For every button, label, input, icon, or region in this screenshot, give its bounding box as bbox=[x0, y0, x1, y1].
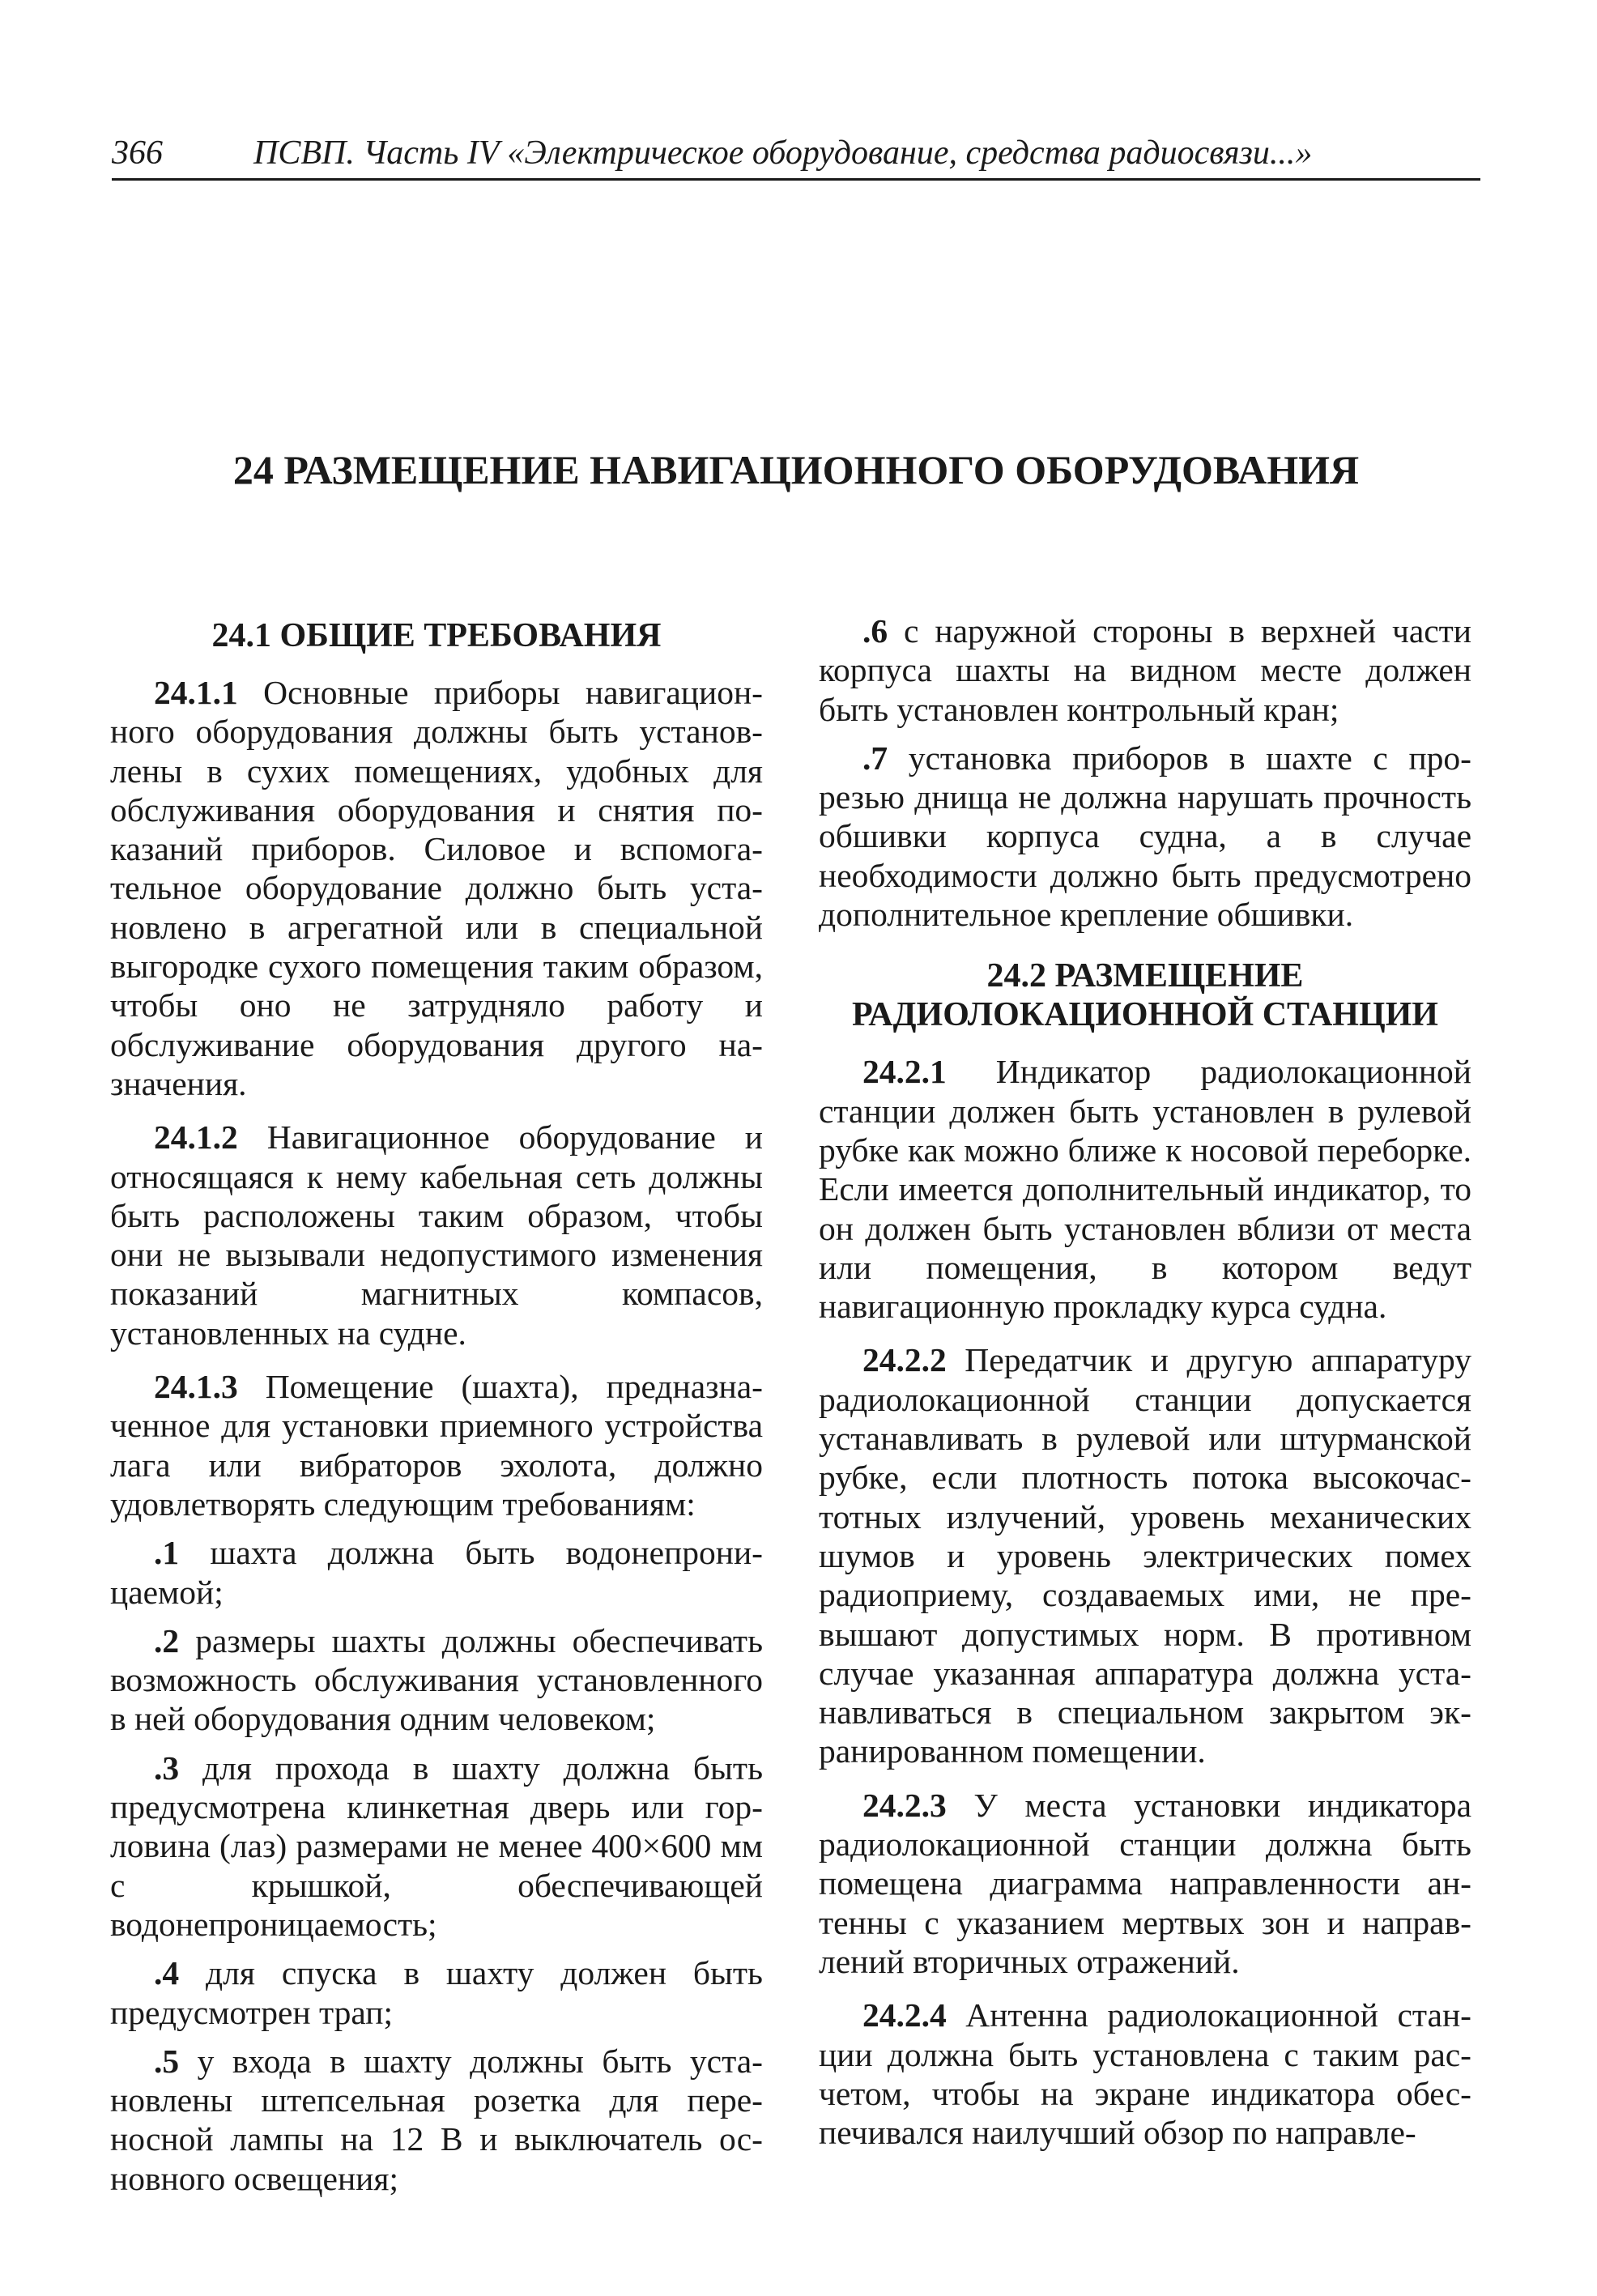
paragraph-text: Помещение (шахта), предназначенное для установки приемного устройства лага или вибраторов эхолота, должно удовлетворять следующим требованиям: bbox=[110, 1368, 763, 1523]
running-title: ПСВП. Часть IV «Электрическое оборудование, средства радиосвязи...» bbox=[253, 134, 1313, 172]
paragraph-text: Передатчик и другую аппаратуру радиолокационной станции допускается устанавливать в рулевой или штурманской рубке, если плотность потока высокочастотных излучений, уровень механических шумов и уровень электрических помех радиоприему, создаваемых ими, не превышают допустимых норм. В противном случае указанная аппаратура должна устанавливаться в специальном закрытом экранированном помещении. bbox=[819, 1341, 1471, 1770]
list-item-text: у входа в шахту должны быть установлены штепсельная розетка для переносной лампы на 12 В и выключатель основного освещения; bbox=[110, 2042, 763, 2197]
paragraph-text: Антенна радиолокационной станции должна быть установлена с таким расчетом, чтобы на экране индикатора обеспечивался наилучший обзор по направле- bbox=[819, 1996, 1471, 2152]
page-number: 366 bbox=[112, 134, 163, 172]
list-item-text: установка приборов в шахте с прорезью днища не должна нарушать прочность обшивки корпуса судна, а в случае необходимости должно быть предусмотрено дополнительное крепление обшивки. bbox=[819, 739, 1471, 934]
paragraph-text: Основные приборы навигационного оборудования должны быть установлены в сухих помещениях, удобных для обслуживания оборудования и снятия показаний приборов. Силовое и вспомогательное оборудование должно быть установлено в агрегатной или в специальной выгородке сухого помещения таким образом, чтобы оно не затрудняло работу и обслуживание оборудования другого назначения. bbox=[110, 674, 763, 1102]
page-header bbox=[112, 128, 1480, 181]
paragraph-24-2-4 bbox=[819, 1996, 1471, 2152]
paragraph-number: 24.2.4 bbox=[862, 1996, 947, 2034]
list-item-7 bbox=[819, 739, 1471, 934]
list-item-text: для прохода в шахту должна быть предусмотрена клинкетная дверь или горловина (лаз) размерами не менее 400×600 мм с крышкой, обеспечивающей водонепроницаемость; bbox=[110, 1749, 763, 1943]
left-column bbox=[110, 611, 763, 2208]
list-item-2 bbox=[110, 1621, 763, 1739]
paragraph-24-2-3 bbox=[819, 1786, 1471, 1981]
paragraph-24-2-2 bbox=[819, 1340, 1471, 1770]
paragraph-number: 24.1.3 bbox=[154, 1368, 238, 1406]
list-item-text: шахта должна быть водонепроницаемой; bbox=[110, 1534, 763, 1611]
chapter-title: 24 РАЗМЕЩЕНИЕ НАВИГАЦИОННОГО ОБОРУДОВАНИЯ bbox=[232, 447, 1360, 492]
paragraph-number: 24.2.1 bbox=[862, 1053, 947, 1091]
list-item-number: .1 bbox=[154, 1534, 180, 1572]
list-item-5 bbox=[110, 2042, 763, 2198]
section-heading-24-1: 24.1 ОБЩИЕ ТРЕБОВАНИЯ bbox=[211, 617, 662, 654]
list-item-number: .5 bbox=[154, 2042, 180, 2080]
paragraph-number: 24.2.3 bbox=[862, 1786, 947, 1824]
paragraph-24-1-1 bbox=[110, 673, 763, 1103]
right-column bbox=[819, 611, 1471, 2166]
list-item-number: .2 bbox=[154, 1621, 180, 1659]
paragraph-number: 24.1.1 bbox=[154, 674, 238, 711]
list-item-number: .7 bbox=[862, 739, 888, 777]
list-item-number: .3 bbox=[154, 1749, 180, 1787]
list-item-number: .6 bbox=[862, 612, 888, 650]
list-item-number: .4 bbox=[154, 1954, 180, 1992]
paragraph-text: У места установки индикатора радиолокационной станции должна быть помещена диаграмма направленности антенны с указанием мертвых зон и направлений вторичных отражений. bbox=[819, 1786, 1471, 1980]
list-item-text: с наружной стороны в верхней части корпуса шахты на видном месте должен быть установлен контрольный кран; bbox=[819, 612, 1471, 728]
paragraph-24-1-3 bbox=[110, 1367, 763, 1523]
paragraph-number: 24.2.2 bbox=[862, 1341, 947, 1379]
section-heading-line: РАДИОЛОКАЦИОННОЙ СТАНЦИИ bbox=[852, 996, 1438, 1034]
list-item-6 bbox=[819, 611, 1471, 729]
paragraph-24-1-2 bbox=[110, 1118, 763, 1352]
list-item-text: размеры шахты должны обеспечивать возможность обслуживания установленного в ней оборудования одним человеком; bbox=[110, 1621, 763, 1738]
list-item-4 bbox=[110, 1953, 763, 2032]
paragraph-number: 24.1.2 bbox=[154, 1118, 238, 1157]
section-heading-line: 24.2 РАЗМЕЩЕНИЕ bbox=[986, 957, 1304, 995]
list-item-3 bbox=[110, 1749, 763, 1944]
paragraph-text: Навигационное оборудование и относящаяся к нему кабельная сеть должны быть расположены таким образом, чтобы они не вызывали недопустимого изменения показаний магнитных компасов, установленных на судне. bbox=[110, 1118, 763, 1352]
paragraph-24-2-1 bbox=[819, 1052, 1471, 1326]
section-heading-24-2 bbox=[819, 956, 1471, 1034]
list-item-1 bbox=[110, 1533, 763, 1612]
list-item-text: для спуска в шахту должен быть предусмотрен трап; bbox=[110, 1954, 763, 2031]
paragraph-text: Индикатор радиолокационной станции должен быть установлен в рулевой рубке как можно ближе к носовой переборке. Если имеется дополнительный индикатор, то он должен быть установлен вблизи от места или помещения, в котором ведут навигационную прокладку курса судна. bbox=[819, 1053, 1471, 1326]
